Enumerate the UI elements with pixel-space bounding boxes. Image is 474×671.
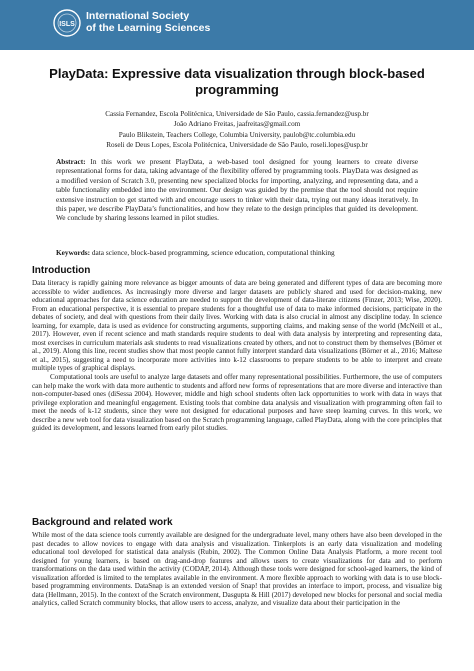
title-line-1: PlayData: Expressive data visualization through block-based (49, 66, 425, 81)
author-line: Cassia Fernandez, Escola Politécnica, Universidade de São Paulo, cassia.fernandez@usp.br (105, 110, 369, 118)
section-heading-background: Background and related work (32, 517, 173, 528)
introduction-body (32, 279, 442, 433)
abstract-label: Abstract: (56, 157, 86, 166)
author-line: João Adriano Freitas, jaafreitas@gmail.com (173, 120, 301, 129)
author-list (60, 109, 414, 150)
isls-logo-icon (52, 8, 82, 38)
paragraph: While most of the data science tools currently available are designed for the undergraduate level, many others have also been developed in the past decades to allow novices to engage with data analysis and visualization. Tinkerplots is an early data visualization and modeling educational tool developed for statistical data analysis (Rubin, 2002). The Common Online Data Analysis Platform, a more recent tool designed for young learners, is based on drag-and-drop features and allows users to create visualizations for data and to perform transformations on the data used within the activity (CODAP, 2014). Although these tools were designed for school-aged learners, the kind of visualization afforded is limited to the templates available in the environment. A more flexible approach to working with data is to use block-based programming environments. DataSnap is an extended version of Snap! that provides an interface to import, process, and visualize big data (Hellmann, 2015). In the context of the Scratch environment, Dasgupta & Hill (2017) developed new blocks for personal and social media analytics, called Scratch community blocks, that allow users to access, analyze, and visualize data about their participation in the (32, 531, 442, 608)
org-line-2: of the Learning Sciences (86, 22, 211, 34)
abstract (56, 157, 418, 223)
header-banner (0, 0, 474, 50)
background-body (32, 531, 442, 608)
paragraph: Computational tools are useful to analyze large datasets and offer many representational possibilities. Furthermore, the use of computers can help make the work with data more authentic to students and afford new forms of representations that are more diverse and interactive than non-computer-based ones (diSessa 2004). However, middle and high school students often lack opportunities to work with data in ways that privilege exploration and meaningful engagement. Existing tools that combine data analysis and visualization with programming often fail to meet the needs of k-12 students, since they were not designed for educational purposes and have steep learning curves. In this work, we describe a new web tool for data visualization based on the Scratch programming language, called PlayData, along with the core principles that guided its development, and lessons learned from early pilot studies. (32, 373, 442, 433)
section-heading-introduction: Introduction (32, 265, 91, 276)
paragraph: Data literacy is rapidly gaining more relevance as bigger amounts of data are being generated and different types of data are becoming more accessible to wider audiences. As increasingly more diverse and larger datasets are publicly shared and used for decision-making, new educational approaches for data science education are needed to support the development of data-literate citizens (Finzer, 2013; Wise, 2020). From an educational perspective, it is essential to prepare students for a thoughtful use of data to make informed decisions, participate in the debates of society, and deal with questions from their daily lives. Working with data is also crucial in almost any discipline today. In science learning, for example, data is used as evidence for constructing arguments, supporting claims, and making sense of the world (McNeill et al., 2017). However, even if recent science and math standards require students to deal with data analysis by interpreting and representing data, most exercises in curriculum materials ask students to read visualizations created by others, and not to construct them by themselves (Börner et al., 2019). Along this line, recent studies show that most people cannot fully interpret standard data visualizations (Börner et al., 2016; Maltese et al., 2015), suggesting a need to incorporate more activities into k-12 classrooms to prepare students to be able to interpret and create multiple types of graphical displays. (32, 279, 442, 373)
author-line: Paulo Blikstein, Teachers College, Columbia University, paulob@tc.columbia.edu (118, 130, 356, 139)
logo-text: ISLS (59, 21, 75, 28)
paper-title (40, 66, 434, 98)
title-line-2: programming (195, 82, 279, 97)
abstract-text: In this work we present PlayData, a web-based tool designed for young learners to create diverse representational forms for data, taking advantage of the flexibility offered by programming tools. PlayData was designed as a modified version of Scratch 3.0, presenting new specialized blocks for importing, analyzing, and representing data, and a table functionality embedded into the environment. Our design was guided by the premise that the tool should not require extensive instruction to get started with and encourage users to tinker with their data, trying out many ideas iteratively. In this paper, we describe PlayData’s functionalities, and how they relate to the design principles that guided its development. We conclude by sharing lessons learned in pilot studies. (56, 157, 418, 223)
keywords-text: data science, block-based programming, science education, computational thinking (91, 248, 335, 257)
keywords (56, 248, 418, 257)
org-name (86, 10, 210, 34)
org-line-1: International Society (86, 10, 190, 22)
keywords-label: Keywords: (56, 248, 91, 257)
author-line: Roseli de Deus Lopes, Escola Politécnica, Universidade de São Paulo, roseli.lopes@usp.br (106, 140, 368, 149)
